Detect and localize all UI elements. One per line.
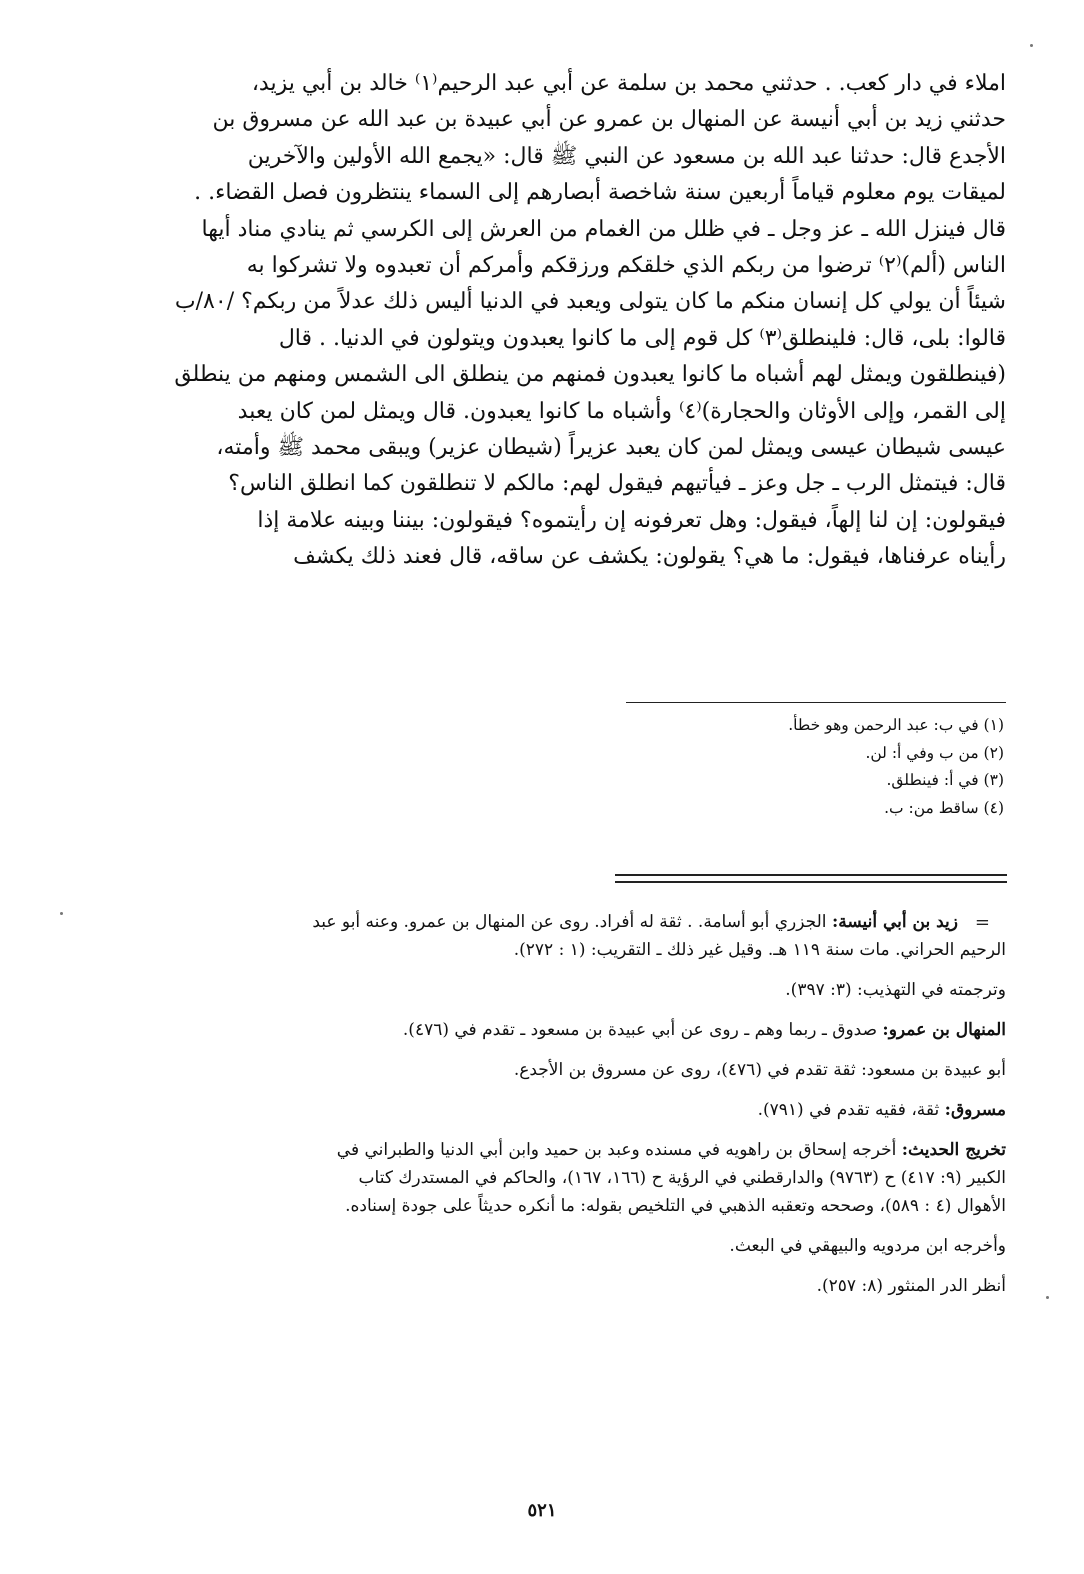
footnote: (٣) في أ: فينطلق. [886,771,1004,789]
text-line: الأجدع قال: حدثنا عبد الله بن مسعود عن النبي ﷺ قال: «يجمع الله الأولين والآخرين [247,143,1006,169]
text-line: (فينطلقون ويمثل لهم أشباه ما كانوا يعبدون فمنهم من ينطلق الى الشمس ومنهم من ينطلق [174,362,1006,388]
text-line: املاء في دار كعب. . حدثني محمد بن سلمة عن أبي عبد الرحيم⁽١⁾ خالد بن أبي يزيد، [251,71,1006,96]
text-line: الناس (ألم)⁽٢⁾ ترضوا من ربكم الذي خلقكم ورزقكم وأمركم أن تعبدوه ولا تشركوا به [246,253,1006,279]
text-line: عيسى شيطان عيسى ويمثل لمن كان يعبد عزيراً (شيطان عزير) ويبقى محمد ﷺ وأمته، [216,435,1006,461]
commentary-line: الرحيم الحراني. مات سنة ١١٩ هـ. وقيل غير ذلك ـ التقريب: (١ : ٢٧٢). [513,940,1006,960]
commentary-text: أخرجه إسحاق بن راهويه في مسنده وعبد بن حميد وابن أبي الدنيا والطبراني في [336,1140,897,1160]
scan-speck [60,912,63,915]
takhrij-heading: تخريج الحديث: [901,1140,1006,1160]
commentary-text: ثقة، فقيه تقدم في (٧٩١). [757,1100,940,1120]
commentary-line [150,908,1006,936]
text-line: فيقولون: إن لنا إلهاً، فيقول: وهل تعرفونه إن رأيتموه؟ فيقولون: بيننا وبينه علامة إذا [257,507,1006,533]
footnote: (١) في ب: عبد الرحمن وهو خطأ. [788,716,1004,734]
text-line: قالوا: بلى، قال: فلينطلق⁽٣⁾ كل قوم إلى ما كانوا يعبدون ويتولون في الدنيا. . قال [278,325,1006,351]
commentary-line: أبو عبيدة بن مسعود: ثقة تقدم في (٤٧٦)، روى عن مسروق بن الأجدع. [513,1060,1006,1080]
commentary-line: وأخرجه ابن مردويه والبيهقي في البعث. [729,1236,1006,1256]
hadith-text [150,66,1006,576]
commentary-line [150,1136,1006,1164]
footnote-divider [626,702,1006,703]
text-line: حدثني زيد بن أبي أنيسة عن المنهال بن عمرو عن أبي عبيدة بن عبد الله عن مسروق بن [212,107,1006,133]
footnote: (٢) من ب وفي أ: لن. [865,743,1004,762]
commentary-section [150,908,1006,1300]
scan-speck [1046,1296,1049,1299]
text-line: قال فينزل الله ـ عز وجل ـ في ظلل من الغمام من العرش إلى الكرسي ثم ينادي مناد أيها [201,216,1006,242]
narrator-name: مسروق: [944,1100,1006,1120]
commentary-line: وترجمته في التهذيب: (٣: ٣٩٧). [785,980,1006,1000]
narrator-name: زيد بن أبي أنيسة: [831,912,958,932]
narrator-name: المنهال بن عمرو: [882,1020,1006,1040]
text-line: إلى القمر، وإلى الأوثان والحجارة)⁽٤⁾ وأشباه ما كانوا يعبدون. قال ويمثل لمن كان يعبد [237,398,1006,424]
commentary-divider [615,874,1007,883]
footnote: (٤) ساقط من: ب. [884,798,1004,817]
page-number: ٥٢١ [527,1500,557,1521]
text-line: شيئاً أن يولي كل إنسان منكم ما كان يتولى ويعبد في الدنيا أليس ذلك عدلاً من ربكم؟ /٨٠/ب [174,289,1006,315]
footnotes [600,712,1004,822]
text-line: قال: فيتمثل الرب ـ جل وعز ـ فيأتيهم فيقول لهم: مالكم لا تنطلقون كما انطلق الناس؟ [228,471,1006,497]
text-line: رأيناه عرفناها، فيقول: ما هي؟ يقولون: يكشف عن ساقه، قال فعند ذلك يكشف [293,544,1006,570]
scan-speck [1030,44,1033,47]
commentary-line [150,1096,1006,1124]
commentary-line: أنظر الدر المنثور (٨: ٢٥٧). [816,1276,1006,1296]
commentary-line: الكبير (٩: ٤١٧) ح (٩٧٦٣) والدارقطني في الرؤية ح (١٦٦، ١٦٧)، والحاكم في المستدرك كتاب [358,1168,1006,1188]
text-line: لميقات يوم معلوم قياماً أربعين سنة شاخصة أبصارهم إلى السماء ينتظرون فصل القضاء. . [194,180,1006,206]
commentary-line: الأهوال (٤ : ٥٨٩)، وصححه وتعقبه الذهبي في التلخيص بقوله: ما أنكره حديثاً على جودة إسناده. [345,1196,1006,1216]
commentary-text: الجزري أبو أسامة. . ثقة له أفراد. روى عن المنهال بن عمرو. وعنه أبو عبد [312,912,827,932]
commentary-line [150,1016,1006,1044]
commentary-text: صدوق ـ ربما وهم ـ روى عن أبي عبيدة بن مسعود ـ تقدم في (٤٧٦). [402,1020,878,1040]
continuation-marker: = [974,912,990,933]
